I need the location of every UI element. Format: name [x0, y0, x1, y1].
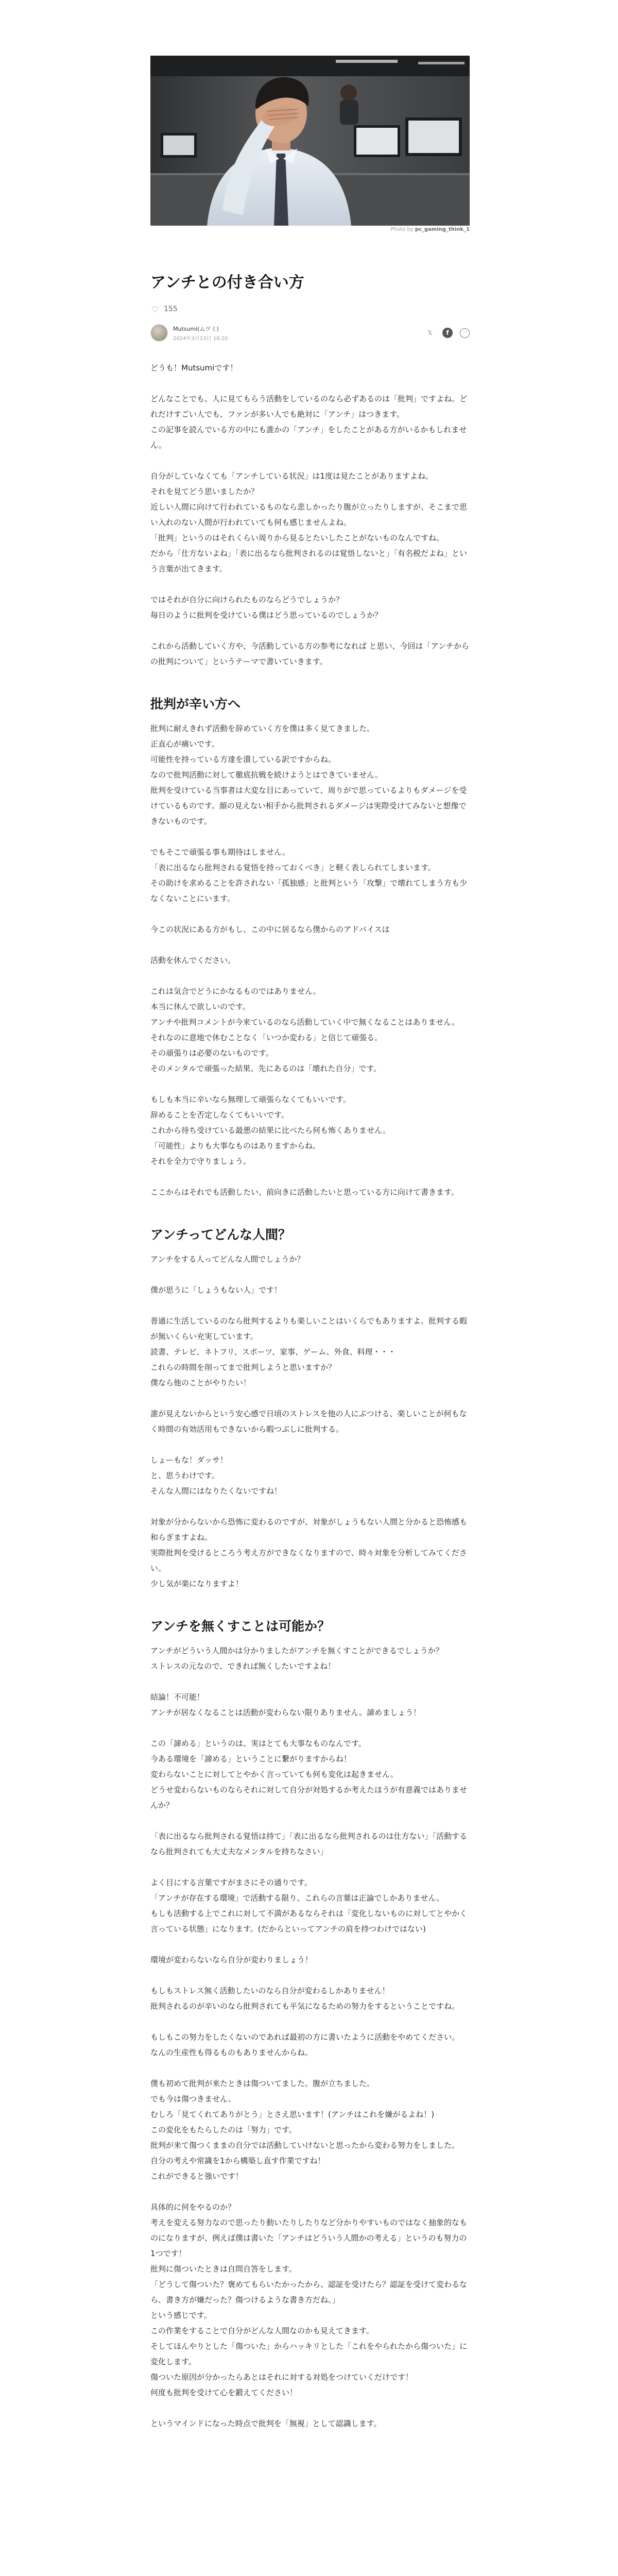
paragraph: 僕も初めて批判が来たときは傷ついてました。腹が立ちました。 でも今は傷つきません。 むしろ「見てくれてありがとう」とさえ思います！(アンチはこれを嫌がるよね！) この変化をもたらしたのは「努力」です。 批判が来て傷つくままの自分では活動していけないと思ったから変わる努力をしました。 自分の考えや常識を1から構築し直す作業ですね！ これができると強いです！: [150, 2079, 460, 2181]
paragraph: 活動を休んでください。: [150, 956, 236, 965]
paragraph: 僕が思うに「しょうもない人」です！: [150, 1285, 282, 1295]
paragraph: もしもストレス無く活動したいのなら自分が変わるしかありません！ 批判されるのが辛いのなら批判されても平気になるための努力をするということですね。: [150, 1986, 460, 2011]
avatar[interactable]: [150, 324, 168, 342]
photo-credit-prefix: Photo by: [390, 227, 415, 232]
paragraph: 普通に生活しているのなら批判するよりも楽しいことはいくらでもありますよ。批判する暇が無いくらい充実しています。 読書、テレビ、ネトフリ、スポーツ、家事、ゲーム、外食、料理・・・ これらの時間を削ってまで批判しようと思いますか？ 僕なら他のことがやりたい！: [150, 1316, 467, 1387]
hero-image: [150, 56, 470, 226]
article-body: [150, 360, 470, 2431]
like-row: [150, 304, 470, 314]
paragraph: アンチをする人ってどんな人間でしょうか？: [150, 1255, 305, 1264]
paragraph: ここからはそれでも活動したい、前向きに活動したいと思っている方に向けて書きます。: [150, 1188, 459, 1197]
facebook-share-icon[interactable]: f: [442, 328, 453, 338]
paragraph: これは気合でどうにかなるものではありません。 本当に休んで欲しいのです。 アンチや批判コメントが今来ているのなら活動していく中で無くなることはありません。 それなのに意地で休むことなく「いつか変わる」と信じて頑張る。 その頑張りは必要のないものです。 そのメンタルで頑張った結果、先にあるのは「壊れた自分」です。: [150, 987, 460, 1073]
photo-credit-author[interactable]: pc_gaming_think_1: [415, 227, 470, 232]
paragraph: でもそこで頑張る事も期待はしません。 「表に出るなら批判される覚悟を持っておくべき」と軽く表しられてしまいます。 その助けを求めることを許されない「孤独感」と批判という「攻撃」で壊れてしまう方も少なくないことにいます。: [150, 848, 468, 903]
paragraph: ではそれが自分に向けられたものならどうでしょうか？ 毎日のように批判を受けている僕はどう思っているのでしょうか？: [150, 595, 383, 620]
paragraph: 対象が分からないから恐怖に変わるのですが、対象がしょうもない人間と分かると恐怖感も和らぎますよね。 実際批判を受けるところう考え方ができなくなりますので、時々対象を分析してみてください。 少し気が楽になりますよ！: [150, 1517, 468, 1588]
author-name[interactable]: Mutsumi(ムツミ): [173, 325, 219, 332]
paragraph: しょーもな！ダッサ！ と、思うわけです。 そんな人間にはなりたくないですね！: [150, 1455, 282, 1496]
section-heading: アンチを無くすことは可能か？: [150, 1619, 331, 1634]
paragraph: もしも本当に辛いなら無理して頑張らなくてもいいです。 辞めることを否定しなくてもいいです。 これから待ち受けている最悪の結果に比べたら何も怖くありません。 「可能性」よりも大事なものはありますからね。 それを全力で守りましょう。: [150, 1095, 390, 1166]
paragraph: 誰が見えないからという安心感で日頃のストレスを他の人にぶつける、楽しいことが何もなく時間の有効活用もできないから暇つぶしに批判する。: [150, 1409, 467, 1434]
paragraph: アンチがどういう人間かは分かりましたがアンチを無くすことができるでしょうか？ ストレスの元なので、できれば無くしたいですよね！: [150, 1646, 443, 1671]
paragraph: 具体的に何をやるのか？ 考えを変える努力なので思ったり動いたりしたりなど分かりやすいものではなく抽象的なものになりますが、例えば僕は書いた「アンチはどういう人間かの考える」というのも努力の1つです！ 批判に傷ついたときは自問自答をします。 「どうして傷ついた？褒めてもらいたかったから、認証を受けたら？認証を受けて変わるなら、書き方が嫌だった？傷つけるような書き方だね。」 という感じです。 この作業をすることで自分がどんな人間なのかも見えてきます。 そしてほんやりとした「傷ついた」からハッキリとした「これをやられたから傷ついた」に変化します。 傷ついた原因が分かったらあとはそれに対する対処をつけていくだけです！ 何度も批判を受けて心を鍛えてください！: [150, 2202, 468, 2397]
section-heading: 批判が辛い方へ: [150, 697, 241, 711]
paragraph: どんなことでも、人に見てもらう活動をしているのなら必ずあるのは「批判」ですよね。どれだけすごい人でも、ファンが多い人でも絶対に「アンチ」はつきます。 この記事を読んでいる方の中にも誰かの「アンチ」をしたことがある方がいるかもしれません。: [150, 394, 468, 450]
photo-credit: [150, 227, 470, 232]
author-meta: [173, 325, 228, 342]
author-row: [150, 324, 470, 342]
author-block[interactable]: [150, 324, 228, 342]
article-column: [150, 56, 470, 2431]
paragraph: これから活動していく方や、今活動している方の参考になれば と思い、今回は「アンチからの批判について」というテーマで書いていきます。: [150, 641, 469, 666]
publish-date: 2024年3月13日 18:20: [173, 335, 228, 342]
paragraph: 「表に出るなら批判される覚悟は持て」「表に出るなら批判されるのは仕方ない」「活動するなら批判されても大丈夫なメンタルを持ちなさい」: [150, 1832, 468, 1856]
paragraph: もしもこの努力をしたくないのであれば最初の方に書いたように活動をやめてください。 なんの生産性も得るものもありませんからね。: [150, 2032, 460, 2057]
x-share-icon[interactable]: 𝕏: [427, 329, 433, 336]
paragraph: 環境が変わらないなら自分が変わりましょう！: [150, 1955, 313, 1964]
like-count: 155: [164, 305, 178, 313]
paragraph: 自分がしていなくても「アンチしている状況」は1度は見たことがありますよね。 それを見てどう思いましたか？ 近しい人間に向けて行われているものなら悲しかったり腹が立ったりしますが、そこまで思い入れのない人間が行われていても何も感じませんよね。 「批判」というのはそれくらい周りから見るとたいしたことがないものなんですね。 だから「仕方ないよね」「表に出るなら批判されるのは覚悟しないと」「有名税だよね」という言葉が出てきます。: [150, 471, 468, 573]
hero-photo: [150, 56, 470, 226]
share-buttons: [425, 328, 470, 338]
paragraph: 今この状況にある方がもし、この中に居るなら僕からのアドバイスは: [150, 925, 390, 934]
paragraph: どうも！Mutsumiです！: [150, 363, 238, 372]
heart-icon[interactable]: ♡: [151, 304, 159, 314]
paragraph: というマインドになった時点で批判を「無視」として認識します。: [150, 2419, 382, 2428]
paragraph: よく目にする言葉ですがまさにその通りです。 「アンチが存在する環境」で活動する限り、これらの言葉は正論でしかありません。 もしも活動する上でこれに対して不満があるならそれは「変化しないものに対してとやかく言っている状態」になります。(だからといってアンチの肩を持つわけではない): [150, 1878, 468, 1934]
paragraph: 結論！不可能！ アンチが居なくなることは活動が変わらない限りありません。諦めましょう！: [150, 1692, 421, 1717]
paragraph: この「諦める」というのは、実はとても大事なものなんです。 今ある環境を「諦める」ということに繋がりますからね！ 変わらないことに対してとやかく言っていても何も変化は起きません。 どうせ変わらないものならそれに対して自分が対処するか考えたほうが有意義ではありませんか？: [150, 1739, 468, 1810]
section-heading: アンチってどんな人間？: [150, 1227, 291, 1242]
more-options-icon[interactable]: ⋯: [460, 328, 470, 338]
paragraph: 批判に耐えきれず活動を辞めていく方を僕は多く見てきました。 正直心が痛いです。 可能性を持っている方達を潰している訳ですからね。 なので批判活動に対して徹底抗戦を続けようとはできていません。 批判を受けている当事者は大変な目にあっていて、周りがで思っているよりもダメージを受けているものです。顔の見えない相手から批判されるダメージは実際受けてみないと想像できないものです。: [150, 724, 467, 826]
article-title: アンチとの付き合い方: [150, 274, 304, 292]
